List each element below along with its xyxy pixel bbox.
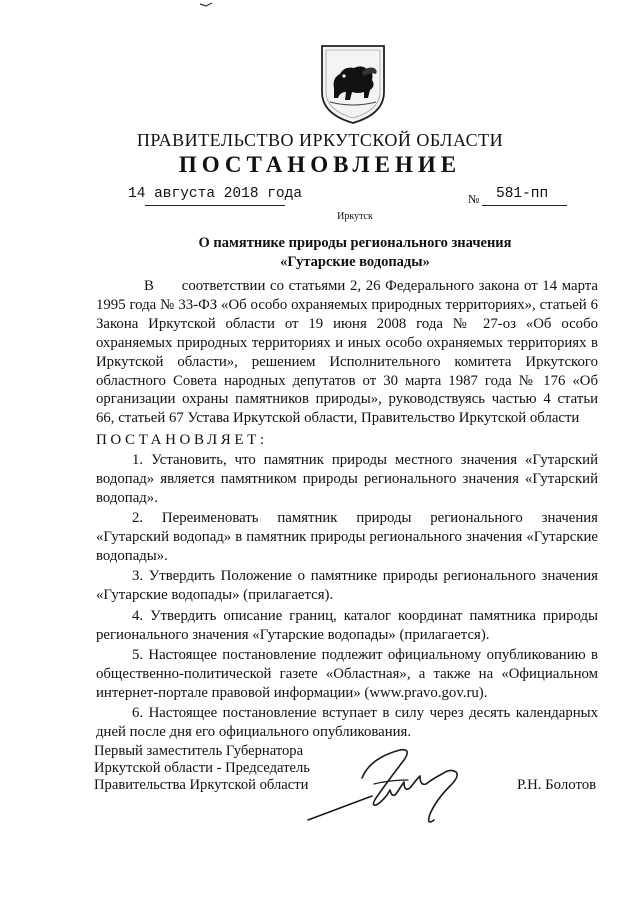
resolution-item-5: 5. Настоящее постановление подлежит официальному опубликованию в общественно-политической газете «Областная», а также на «Официальном интернет-портале правовой информации» (www.pravo.gov.ru). <box>96 647 598 701</box>
title-line-2: «Гутарские водопады» <box>280 254 430 270</box>
resolution-item-6: 6. Настоящее постановление вступает в силу через десять календарных дней после дня его официального опубликования. <box>96 705 598 741</box>
title-line-1: О памятнике природы регионального значения <box>198 235 512 251</box>
signer-name: Р.Н. Болотов <box>517 777 597 793</box>
city: Иркутск <box>337 211 373 222</box>
resolution-items <box>96 451 598 744</box>
preamble-text: соответствии со статьями 2, 26 Федерального закона от 14 марта 1995 года № 33-ФЗ «Об особо охраняемых природных территориях», статьей 6 Закона Иркутской области от 19 июня 2008 года № 27-оз «Об особо охраняемых природных территориях и иных особо охраняемых территориях в Иркутской области», решением Исполнительного комитета Иркутского областного Совета народных депутатов от 30 марта 1987 года № 176 «Об организации охраны памятников природы», руководствуясь частью 4 статьи 66, статьей 67 Устава Иркутской области, Правительство Иркутской области <box>96 278 599 427</box>
document-type: ПОСТАНОВЛЕНИЕ <box>178 152 462 177</box>
resolution-item-3: 3. Утвердить Положение о памятнике природы регионального значения «Гутарские водопады» (прилагается). <box>96 568 598 604</box>
document-date: 14 августа 2018 года <box>128 186 303 202</box>
document-title <box>0 234 640 272</box>
organization-name: ПРАВИТЕЛЬСТВО ИРКУТСКОЙ ОБЛАСТИ <box>136 130 504 150</box>
number-underline <box>482 205 567 206</box>
date-underline <box>145 205 285 206</box>
resolves-heading: ПОСТАНОВЛЯЕТ: <box>96 432 268 448</box>
resolution-item-2: 2. Переименовать памятник природы регионального значения «Гутарский водопад» в памятник природы регионального значения «Гутарские водопады». <box>96 510 598 565</box>
resolution-item-1: 1. Установить, что памятник природы местного значения «Гутарский водопад» является памятником природы регионального значения «Гутарский водопад». <box>96 452 598 506</box>
signer-position-line-3: Правительства Иркутской области <box>94 777 309 793</box>
signer-position-line-2: Иркутской области - Председатель <box>94 760 310 776</box>
resolution-item-4: 4. Утвердить описание границ, каталог координат памятника природы регионального значения «Гутарские водопады» (прилагается). <box>96 607 598 643</box>
document-number: 581-пп <box>496 186 549 202</box>
scan-mark <box>198 0 218 10</box>
signer-position-line-1: Первый заместитель Губернатора <box>94 743 304 759</box>
number-sign: № <box>468 192 480 206</box>
signer-position <box>94 743 310 794</box>
preamble-first-word: В <box>144 278 154 294</box>
coat-of-arms-icon <box>318 42 388 126</box>
preamble-paragraph <box>96 277 598 428</box>
handwritten-signature-icon <box>300 738 500 834</box>
